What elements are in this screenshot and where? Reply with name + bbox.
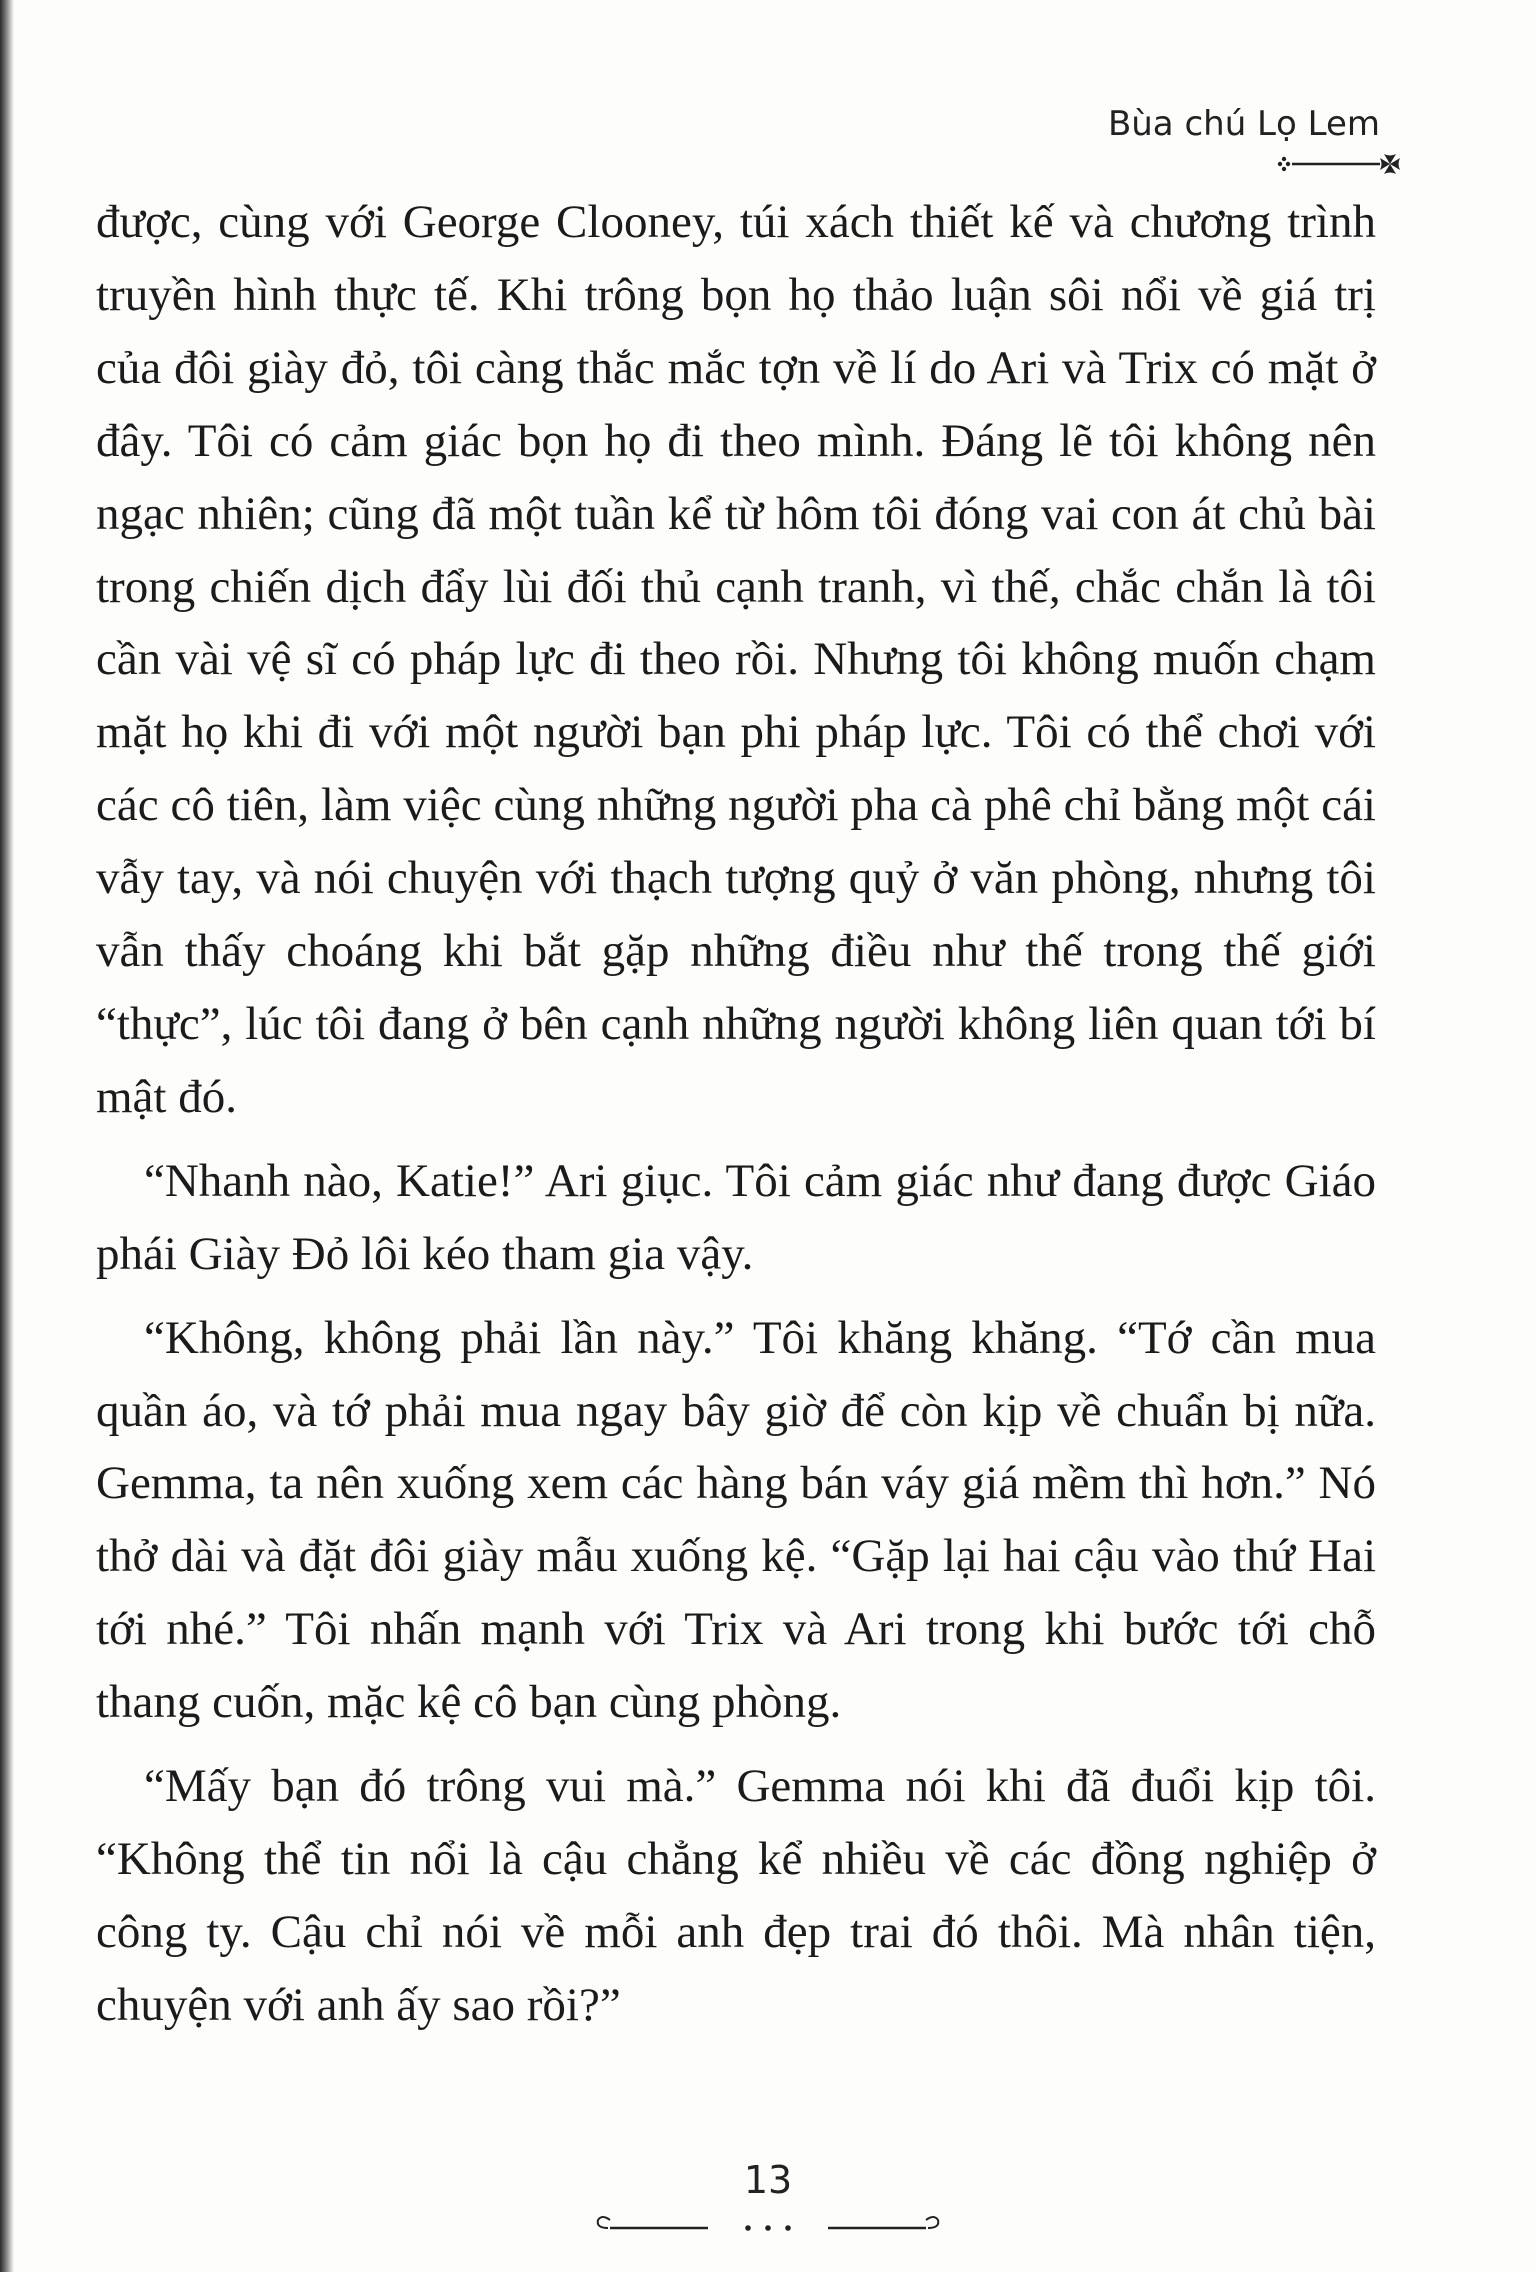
page-number: 13: [743, 2158, 793, 2202]
paragraph-3: “Không, không phải lần này.” Tôi khăng khăng. “Tớ cần mua quần áo, và tớ phải mua ngay bây giờ để còn kịp về chuẩn bị nữa. Gemma, ta nên xuống xem các hàng bán váy giá mềm thì hơn.” Nó thở dài và đặt đôi giày mẫu xuống kệ. “Gặp lại hai cậu vào thứ Hai tới nhé.” Tôi nhấn mạnh với Trix và Ari trong khi bước tới chỗ thang cuốn, mặc kệ cô bạn cùng phòng.: [96, 1311, 1376, 1729]
binding-shadow: [0, 0, 14, 2272]
paragraph-1: được, cùng với George Clooney, túi xách thiết kế và chương trình truyền hình thực tế. Khi trông bọn họ thảo luận sôi nổi về giá trị của đôi giày đỏ, tôi càng thắc mắc tợn về lí do Ari và Trix có mặt ở đây. Tôi có cảm giác bọn họ đi theo mình. Đáng lẽ tôi không nên ngạc nhiên; cũng đã một tuần kể từ hôm tôi đóng vai con át chủ bài trong chiến dịch đẩy lùi đối thủ cạnh tranh, vì thế, chắc chắn là tôi cần vài vệ sĩ có pháp lực đi theo rồi. Nhưng tôi không muốn chạm mặt họ khi đi với một người bạn phi pháp lực. Tôi có thể chơi với các cô tiên, làm việc cùng những người pha cà phê chỉ bằng một cái vẫy tay, và nói chuyện với thạch tượng quỷ ở văn phòng, nhưng tôi vẫn thấy choáng khi bắt gặp những điều như thế trong thế giới “thực”, lúc tôi đang ở bên cạnh những người không liên quan tới bí mật đó.: [96, 196, 1376, 1123]
footer-ornament-icon: [588, 2212, 948, 2242]
paragraph-2: “Nhanh nào, Katie!” Ari giục. Tôi cảm giác như đang được Giáo phái Giày Đỏ lôi kéo tham gia vậy.: [96, 1154, 1376, 1280]
paragraph-4: “Mấy bạn đó trông vui mà.” Gemma nói khi đã đuổi kịp tôi. “Không thể tin nổi là cậu chẳng kể nhiều về các đồng nghiệp ở công ty. Cậu chỉ nói về mỗi anh đẹp trai đó thôi. Mà nhân tiện, chuyện với anh ấy sao rồi?”: [96, 1760, 1376, 2031]
body-text: [96, 186, 1376, 2042]
running-header-title: Bùa chú Lọ Lem: [1107, 104, 1380, 144]
